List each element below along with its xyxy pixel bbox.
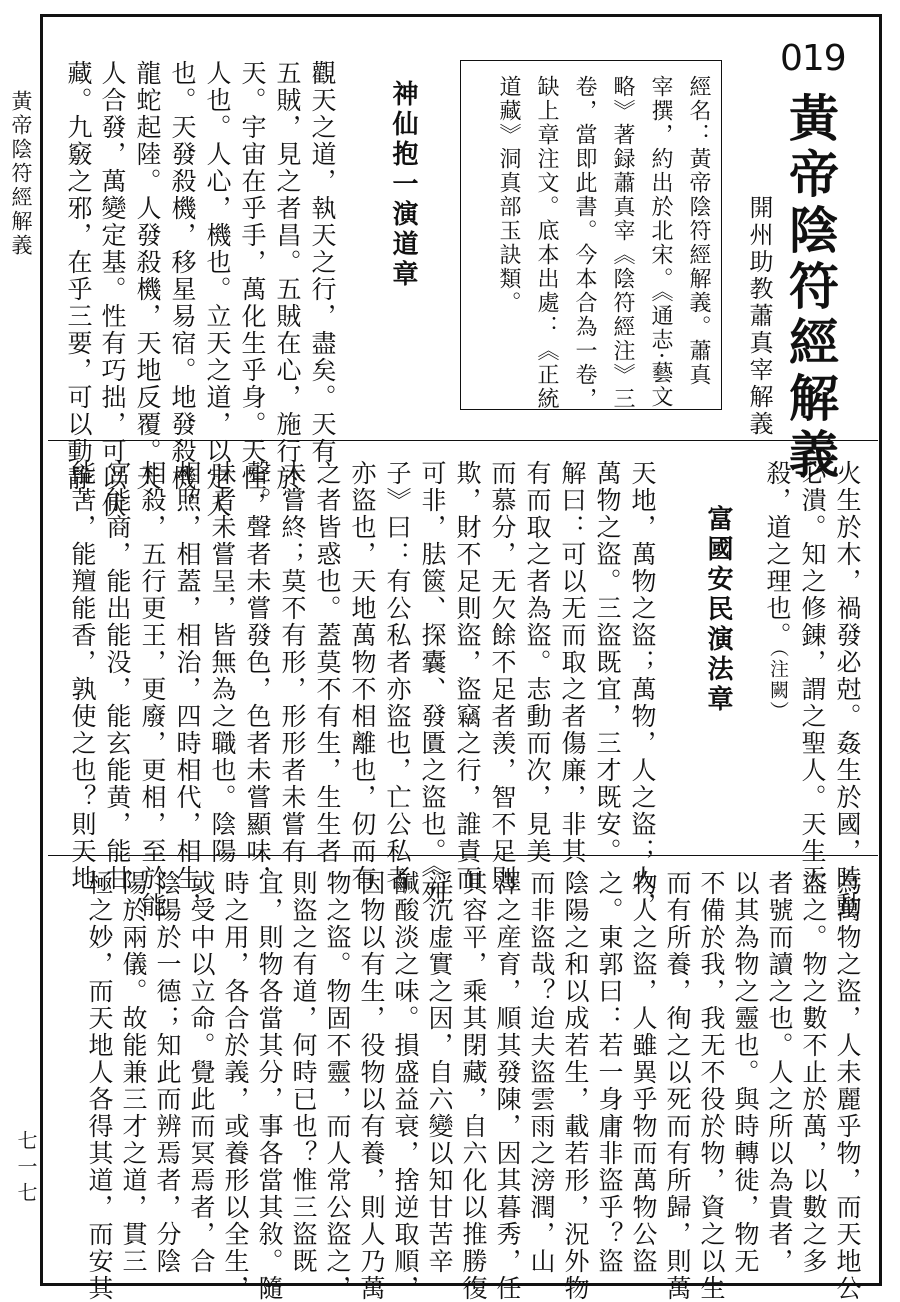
text-column: 亦盜也，天地萬物不相離也，仞而有 (348, 460, 377, 892)
text-column: 宮能商，能出能没，能玄能黄，能甘 (103, 460, 132, 892)
text-column: 陰陽之和以成若生，載若形，況外物 (561, 870, 590, 1302)
text-column: 萬物之盜。三盜既宜，三才既安。 (593, 460, 622, 865)
text-column: 則盜之有道，何時已也？惟三盜既 (289, 870, 318, 1275)
note-line: 宰撰，約出於北宋。《通志·藝文 (648, 75, 673, 409)
text-column: 能苦，能羶能香，孰使之也？則天地 (68, 460, 97, 892)
text-column: 龍蛇起陸。人發殺機，天地反覆。天 (133, 60, 162, 492)
document-title: 黃帝陰符經解義 (781, 92, 840, 484)
running-title: 黃帝陰符經解義 (9, 90, 33, 258)
text-column: 陽於兩儀。故能兼三才之道，貫三 (119, 870, 148, 1275)
text-column: 盜之。物之數不止於萬，以數之多 (799, 870, 828, 1275)
text-column: 時之用，各合於義，或養形以全生， (221, 870, 250, 1302)
note-line: 缺上章注文。底本出處：《正統 (534, 75, 559, 411)
text-column: 味者未嘗呈，皆無為之職也。陰陽 (208, 460, 237, 865)
text-column: 也。天發殺機，移星易宿。地發殺機， (168, 60, 197, 519)
text-column: 五賊，見之者昌。五賊在心，施行於 (273, 60, 302, 492)
document-number: 019 (780, 38, 846, 79)
text-column: 淫沉虚實之因，自六變以知甘苦辛 (425, 870, 454, 1275)
chapter-heading: 神仙抱一演道章 (388, 80, 418, 290)
text-column: 殺，道之理也。 (763, 460, 792, 649)
note-line: 經名：黃帝陰符經解義。蕭真 (686, 75, 711, 387)
bibliographic-note-box (460, 60, 722, 410)
editorial-note: （注闕） (767, 638, 789, 722)
text-column: 澤之産育，順其發陳，因其暮秀，任 (493, 870, 522, 1302)
text-column: 火生於木，禍發必尅。姦生於國，時動 (833, 460, 862, 919)
note-line: 略》著録蕭真宰《陰符經注》三 (610, 75, 635, 411)
text-column: 相殺，五行更王，更廢，更相，至於能 (138, 460, 167, 919)
text-column: 相照，相蓋，相治，四時相代，相生， (173, 460, 202, 919)
text-column: 天地，萬物之盜；萬物，人之盜；人， (628, 460, 657, 919)
text-column: 人也。人心，機也。立天之道，以定人 (203, 60, 232, 519)
text-column: 而有所養，徇之以死而有所歸，則萬 (663, 870, 692, 1302)
text-column: 藏。九竅之邪，在乎三要，可以動静。 (64, 60, 93, 519)
text-column: 不備於我，我无不役於物，資之以生 (697, 870, 726, 1302)
text-column: 極之妙，而天地人各得其道，而安其 (85, 870, 114, 1302)
text-column: 物之盜。物固不靈，而人常公盜之， (323, 870, 352, 1302)
note-line: 道藏》洞真部玉訣類。 (496, 75, 521, 315)
text-column: 欺，財不足則盜，盜竊之行，誰責而 (453, 460, 482, 892)
text-column: 物人之盜，人雖異乎物而萬物公盜 (629, 870, 658, 1275)
text-column: 觀天之道，執天之行，盡矣。天有 (308, 60, 337, 465)
text-column: 或受中以立命。覺此而冥焉者，合 (187, 870, 216, 1275)
note-line: 卷，當即此書。今本合為一卷， (572, 75, 597, 411)
text-column: 聲。聲者未嘗發色，色者未嘗顯味， (243, 460, 272, 892)
text-column: 者號而讀之也。人之所以為貴者， (765, 870, 794, 1275)
text-column: 未嘗終；莫不有形，形形者未嘗有 (278, 460, 307, 865)
text-column: 子》曰：有公私者亦盜也，亡公私者 (383, 460, 412, 892)
text-column: 以其為物之靈也。與時轉徙，物无 (731, 870, 760, 1275)
text-column: 有而取之者為盜。志動而次，見美 (523, 460, 552, 865)
text-column: 之。東郭曰：若一身庸非盜乎？盜 (595, 870, 624, 1275)
text-column: 而非盜哉？迨夫盜雲雨之滂潤，山 (527, 870, 556, 1275)
text-column: 之者皆惑也。蓋莫不有生，生生者 (313, 460, 342, 865)
text-column: 其容平，乘其閉藏，自六化以推勝復 (459, 870, 488, 1302)
text-column: 可非，胠篋、探囊、發匱之盜也。《列 (418, 460, 447, 907)
text-column: 宜，則物各當其分，事各當其敘。隨 (255, 870, 284, 1302)
text-column: 解曰：可以无而取之者傷廉，非其 (558, 460, 587, 865)
text-column: 陰陽於一德；知此而辨焉者，分陰 (153, 870, 182, 1275)
text-column: 人合發，萬變定基。性有巧拙，可以伏 (98, 60, 127, 519)
text-column: 天。宇宙在乎手，萬化生乎身。天性， (238, 60, 267, 519)
text-column: 為萬物之盜，人未麗乎物，而天地公 (833, 870, 862, 1302)
page-number: 七一七 (14, 1130, 38, 1208)
author-line: 開州助教蕭真宰解義 (745, 195, 773, 438)
text-column: 而慕分，无欠餘不足者羡，智不足則 (488, 460, 517, 892)
text-column: 鹹酸淡之味。損盛益衰，捨逆取順， (391, 870, 420, 1302)
text-column: 因物以有生，役物以有養，則人乃萬 (357, 870, 386, 1302)
text-column: 必潰。知之修錬，謂之聖人。天生天 (798, 460, 827, 892)
chapter-heading: 富國安民演法章 (703, 505, 733, 715)
